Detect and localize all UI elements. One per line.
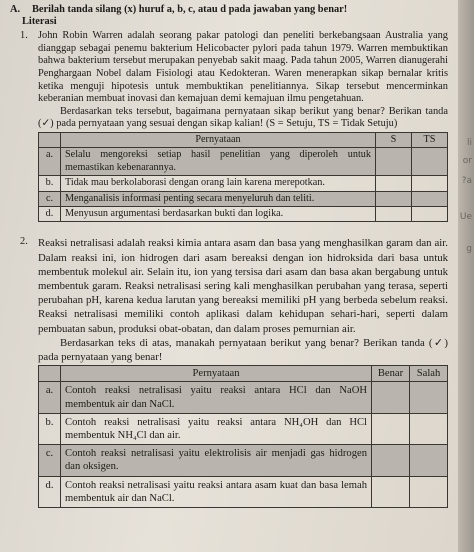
section-subtitle: Literasi — [22, 15, 57, 27]
row-letter: c. — [39, 191, 61, 206]
table-row — [39, 445, 448, 476]
question-1 — [10, 30, 448, 222]
check-cell-ts[interactable] — [412, 206, 448, 221]
row-text: Contoh reaksi netralisasi yaitu reaksi antara asam kuat dan basa lemah membentuk air dan NaCl. — [61, 476, 372, 507]
margin-scribble: ?a — [461, 176, 472, 186]
header-statement: Pernyataan — [61, 132, 376, 147]
statement-table-2 — [38, 365, 448, 508]
row-text: Selalu mengoreksi setiap hasil penelitian yang diperoleh untuk memastikan kebenarannya. — [61, 148, 376, 176]
row-text: Tidak mau berkolaborasi dengan orang lain karena merepotkan. — [61, 176, 376, 191]
check-cell-salah[interactable] — [410, 476, 448, 507]
row-letter: a. — [39, 148, 61, 176]
row-text: Contoh reaksi netralisasi yaitu reaksi antara NH₄OH dan HCl membentuk NH₄Cl dan air. — [61, 413, 372, 444]
check-cell-ts[interactable] — [412, 148, 448, 176]
margin-scribble: or — [462, 156, 472, 166]
check-cell-ts[interactable] — [412, 176, 448, 191]
margin-scribble: g — [466, 244, 472, 254]
question-number: 1. — [20, 30, 28, 42]
question-paragraph: John Robin Warren adalah seorang pakar patologi dan peneliti berkebangsaan Australia yang dianggap sebagai penemu bakterium Helicobacter pylori pada tahun 1979. Warren membuktikan bahwa bakterium tersebut merupakan penyebab sakit maag. Pada tahun 2005, Warren dianugerahi Penghargaan Nobel dalam Fisiologi atau Kedokteran. Waren menerapkan sikap bernalar kritis ketika menguji hipotesis untuk membuktikan penelitiannya. Sikap tersebut mencerminkan keberanian membuat inovasi dan kemajuan demi kemajuan ilmu pengetahuan. — [38, 30, 448, 105]
check-cell-salah[interactable] — [410, 382, 448, 413]
margin-scribble: li — [466, 138, 472, 148]
question-prompt: Berdasarkan teks di atas, manakah pernyataan berikut yang benar? Berikan tanda (✓) pada pernyataan yang benar! — [38, 336, 448, 363]
row-letter: b. — [39, 413, 61, 444]
row-letter: c. — [39, 445, 61, 476]
row-text: Contoh reaksi netralisasi yaitu reaksi antara HCl dan NaOH membentuk air dan NaCl. — [61, 382, 372, 413]
table-row — [39, 476, 448, 507]
question-prompt: Berdasarkan teks tersebut, bagaimana pernyataan sikap berikut yang benar? Berikan tanda (✓) pada pernyataan yang sesuai dengan sikap kalian! (S = Setuju, TS = Tidak Setuju) — [38, 105, 448, 130]
check-cell-salah[interactable] — [410, 445, 448, 476]
row-letter: a. — [39, 382, 61, 413]
check-cell-s[interactable] — [376, 148, 412, 176]
header-statement: Pernyataan — [61, 366, 372, 382]
table-row — [39, 382, 448, 413]
table-row — [39, 148, 448, 176]
table-row — [39, 413, 448, 444]
table-row — [39, 206, 448, 221]
section-instruction: Berilah tanda silang (x) huruf a, b, c, atau d pada jawaban yang benar! — [32, 4, 348, 15]
header-benar: Benar — [372, 366, 410, 382]
question-2 — [10, 236, 448, 508]
row-text: Menganalisis informasi penting secara menyeluruh dan teliti. — [61, 191, 376, 206]
statement-table-1 — [38, 132, 448, 222]
row-letter: d. — [39, 206, 61, 221]
check-cell-s[interactable] — [376, 176, 412, 191]
row-letter: d. — [39, 476, 61, 507]
section-letter: A. — [10, 4, 21, 15]
check-cell-s[interactable] — [376, 191, 412, 206]
header-s: S — [376, 132, 412, 147]
check-cell-benar[interactable] — [372, 445, 410, 476]
table-header-row — [39, 366, 448, 382]
question-paragraph: Reaksi netralisasi adalah reaksi kimia antara asam dan basa yang menghasilkan garam dan air. Dalam reaksi ini, ion hidrogen dari asam bereaksi dengan ion hidroksida dari basa untuk membentuk molekul air. Selain itu, ion yang tersisa dari asam dan basa akan bergabung untuk membentuk garam. Reaksi netralisasi sering kali menghasilkan perubahan yang terasa, seperti perubahan pH, karena kedua larutan yang bereaksi memiliki pH yang berbeda sebelum reaksi. Reaksi netralisasi memiliki contoh aplikasi dalam kehidupan sehari-hari, seperti dalam pembuatan sabun, produksi obat-obatan, dan dalam proses pemurnian air. — [38, 237, 448, 335]
check-cell-s[interactable] — [376, 206, 412, 221]
margin-scribble: Ue — [459, 212, 472, 222]
check-cell-benar[interactable] — [372, 413, 410, 444]
adjacent-page-edge — [458, 0, 474, 552]
table-row — [39, 191, 448, 206]
header-ts: TS — [412, 132, 448, 147]
check-cell-benar[interactable] — [372, 476, 410, 507]
table-row — [39, 176, 448, 191]
row-text: Menyusun argumentasi berdasarkan bukti dan logika. — [61, 206, 376, 221]
header-salah: Salah — [410, 366, 448, 382]
table-header-row — [39, 132, 448, 147]
question-number: 2. — [20, 236, 28, 248]
check-cell-benar[interactable] — [372, 382, 410, 413]
row-letter: b. — [39, 176, 61, 191]
check-cell-salah[interactable] — [410, 413, 448, 444]
row-text: Contoh reaksi netralisasi yaitu elektrolisis air menjadi gas hidrogen dan oksigen. — [61, 445, 372, 476]
check-cell-ts[interactable] — [412, 191, 448, 206]
